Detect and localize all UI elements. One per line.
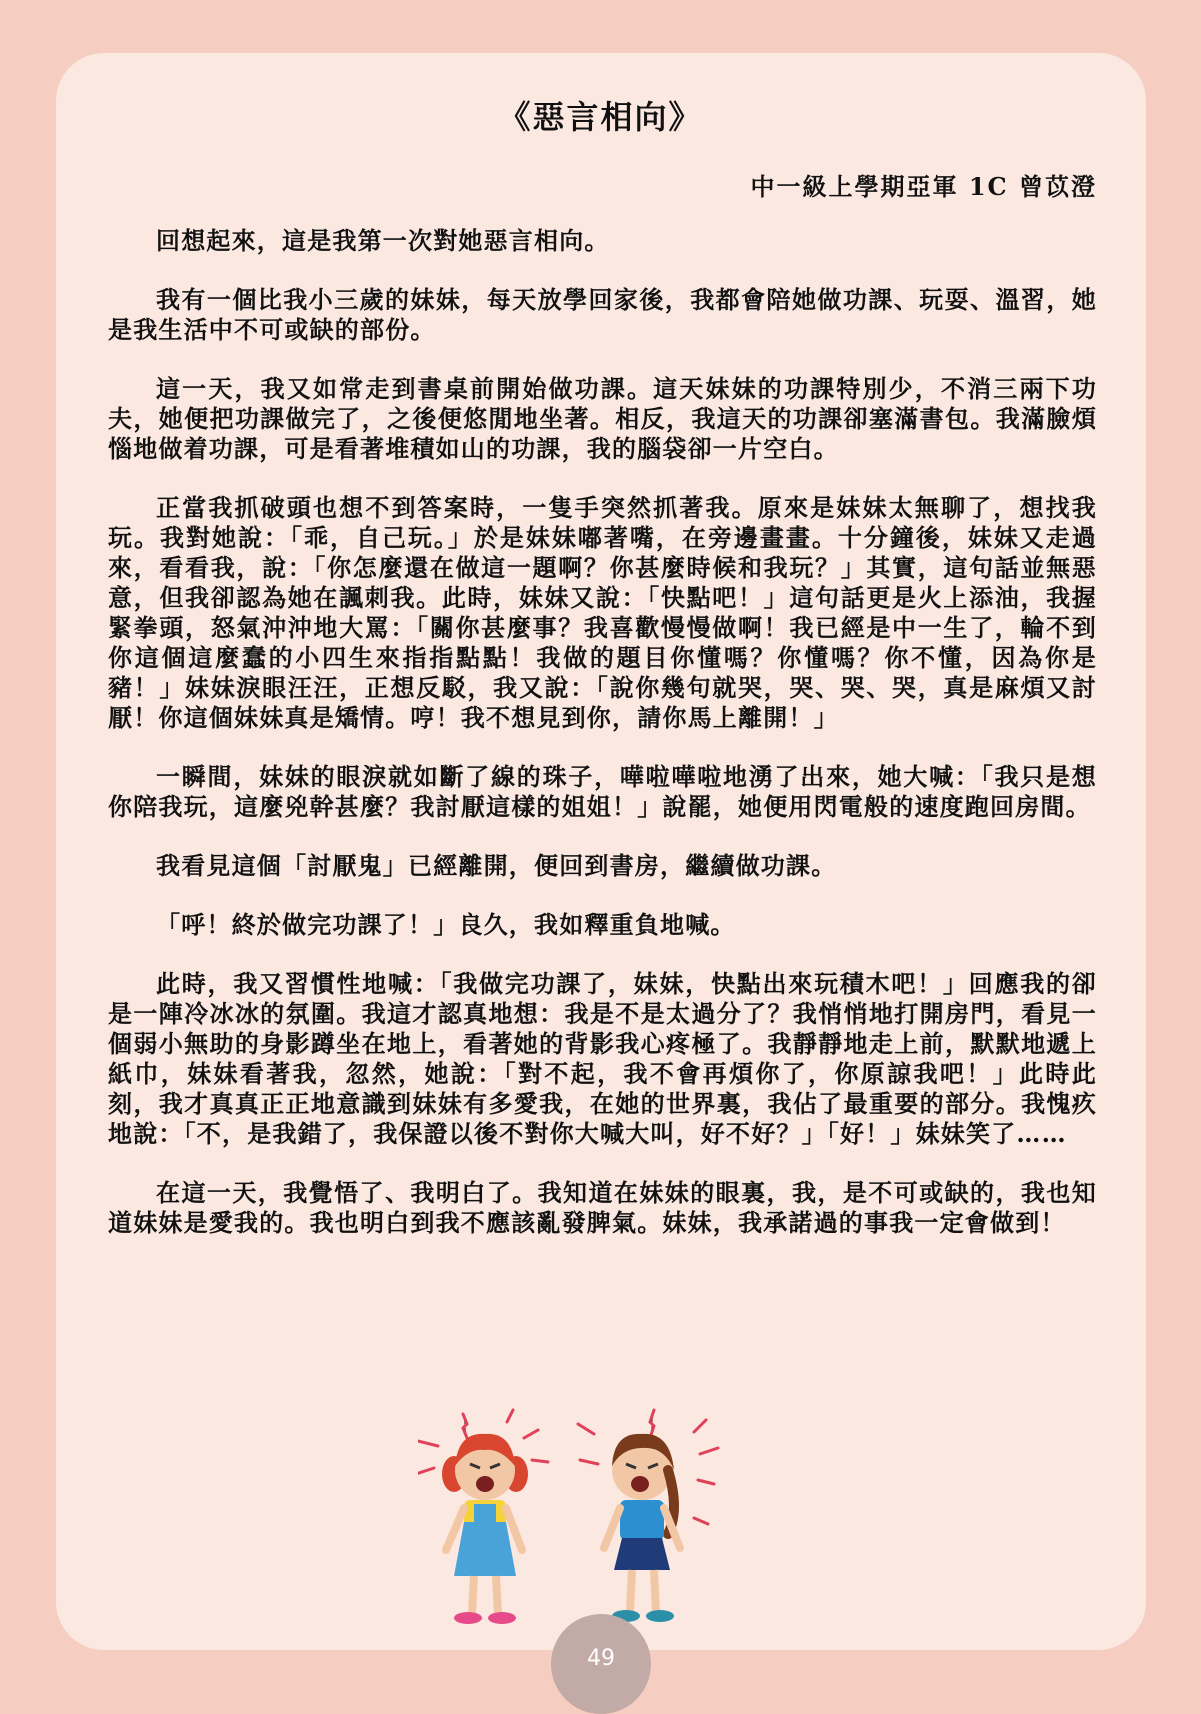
paragraph: 我看見這個「討厭鬼」已經離開，便回到書房，繼續做功課。 [156, 851, 837, 880]
paragraph: 「呼！終於做完功課了！」良久，我如釋重負地喊。 [156, 910, 736, 939]
paragraph: 正當我抓破頭也想不到答案時，一隻手突然抓著我。原來是妹妹太無聊了，想找我玩。我對她說：「乖，自己玩。」於是妹妹嘟著嘴，在旁邊畫畫。十分鐘後，妹妹又走過來，看看我，說：「你怎麼還在做這一題啊？你甚麼時候和我玩？」其實，這句話並無惡意，但我卻認為她在諷刺我。此時，妹妹又說：「快點吧！」這句話更是火上添油，我握緊拳頭，怒氣沖沖地大罵：「關你甚麼事？我喜歡慢慢做啊！我已經是中一生了，輪不到你這個這麼蠢的小四生來指指點點！我做的題目你懂嗎？你懂嗎？你不懂，因為你是豬！」妹妹淚眼汪汪，正想反駁，我又說：「說你幾句就哭，哭、哭、哭，真是麻煩又討厭！你這個妹妹真是矯情。哼！我不想見到你，請你馬上離開！」 [108, 493, 1097, 732]
paragraph: 一瞬間，妹妹的眼淚就如斷了線的珠子，嘩啦嘩啦地湧了出來，她大喊：「我只是想你陪我玩，這麼兇幹甚麼？我討厭這樣的姐姐！」說罷，她便用閃電般的速度跑回房間。 [108, 762, 1097, 821]
girl-right [604, 1434, 680, 1622]
page-number-badge [551, 1614, 651, 1714]
paragraph: 在這一天，我覺悟了、我明白了。我知道在妹妹的眼裏，我，是不可或缺的，我也知道妹妹是愛我的。我也明白到我不應該亂發脾氣。妹妹，我承諾過的事我一定會做到！ [108, 1178, 1097, 1237]
paragraph: 我有一個比我小三歲的妹妹，每天放學回家後，我都會陪她做功課、玩耍、溫習，她是我生活中不可或缺的部份。 [108, 285, 1097, 344]
article-body [108, 226, 1097, 1267]
article-title: 《惡言相向》 [498, 98, 703, 136]
girl-left [442, 1434, 528, 1624]
paragraph: 此時，我又習慣性地喊：「我做完功課了，妹妹，快點出來玩積木吧！」回應我的卻是一陣冷冰冰的氛圍。我這才認真地想：我是不是太過分了？我悄悄地打開房門，看見一個弱小無助的身影蹲坐在地上，看著她的背影我心疼極了。我靜靜地走上前，默默地遞上紙巾，妹妹看著我，忽然，她說：「對不起，我不會再煩你了，你原諒我吧！」此時此刻，我才真真正正地意識到妹妹有多愛我，在她的世界裏，我佔了最重要的部分。我愧疚地說：「不，是我錯了，我保證以後不對你大喊大叫，好不好？」「好！」妹妹笑了…… [108, 969, 1097, 1148]
page-number: 49 [587, 1646, 615, 1671]
paragraph: 回想起來，這是我第一次對她惡言相向。 [156, 226, 610, 255]
arguing-girls-illustration [418, 1400, 778, 1640]
paragraph: 這一天，我又如常走到書桌前開始做功課。這天妹妹的功課特別少，不消三兩下功夫，她便把功課做完了，之後便悠閒地坐著。相反，我這天的功課卻塞滿書包。我滿臉煩惱地做着功課，可是看著堆積如山的功課，我的腦袋卻一片空白。 [108, 374, 1097, 463]
author-byline: 中一級上學期亞軍 1C 曾苡澄 [750, 172, 1097, 201]
